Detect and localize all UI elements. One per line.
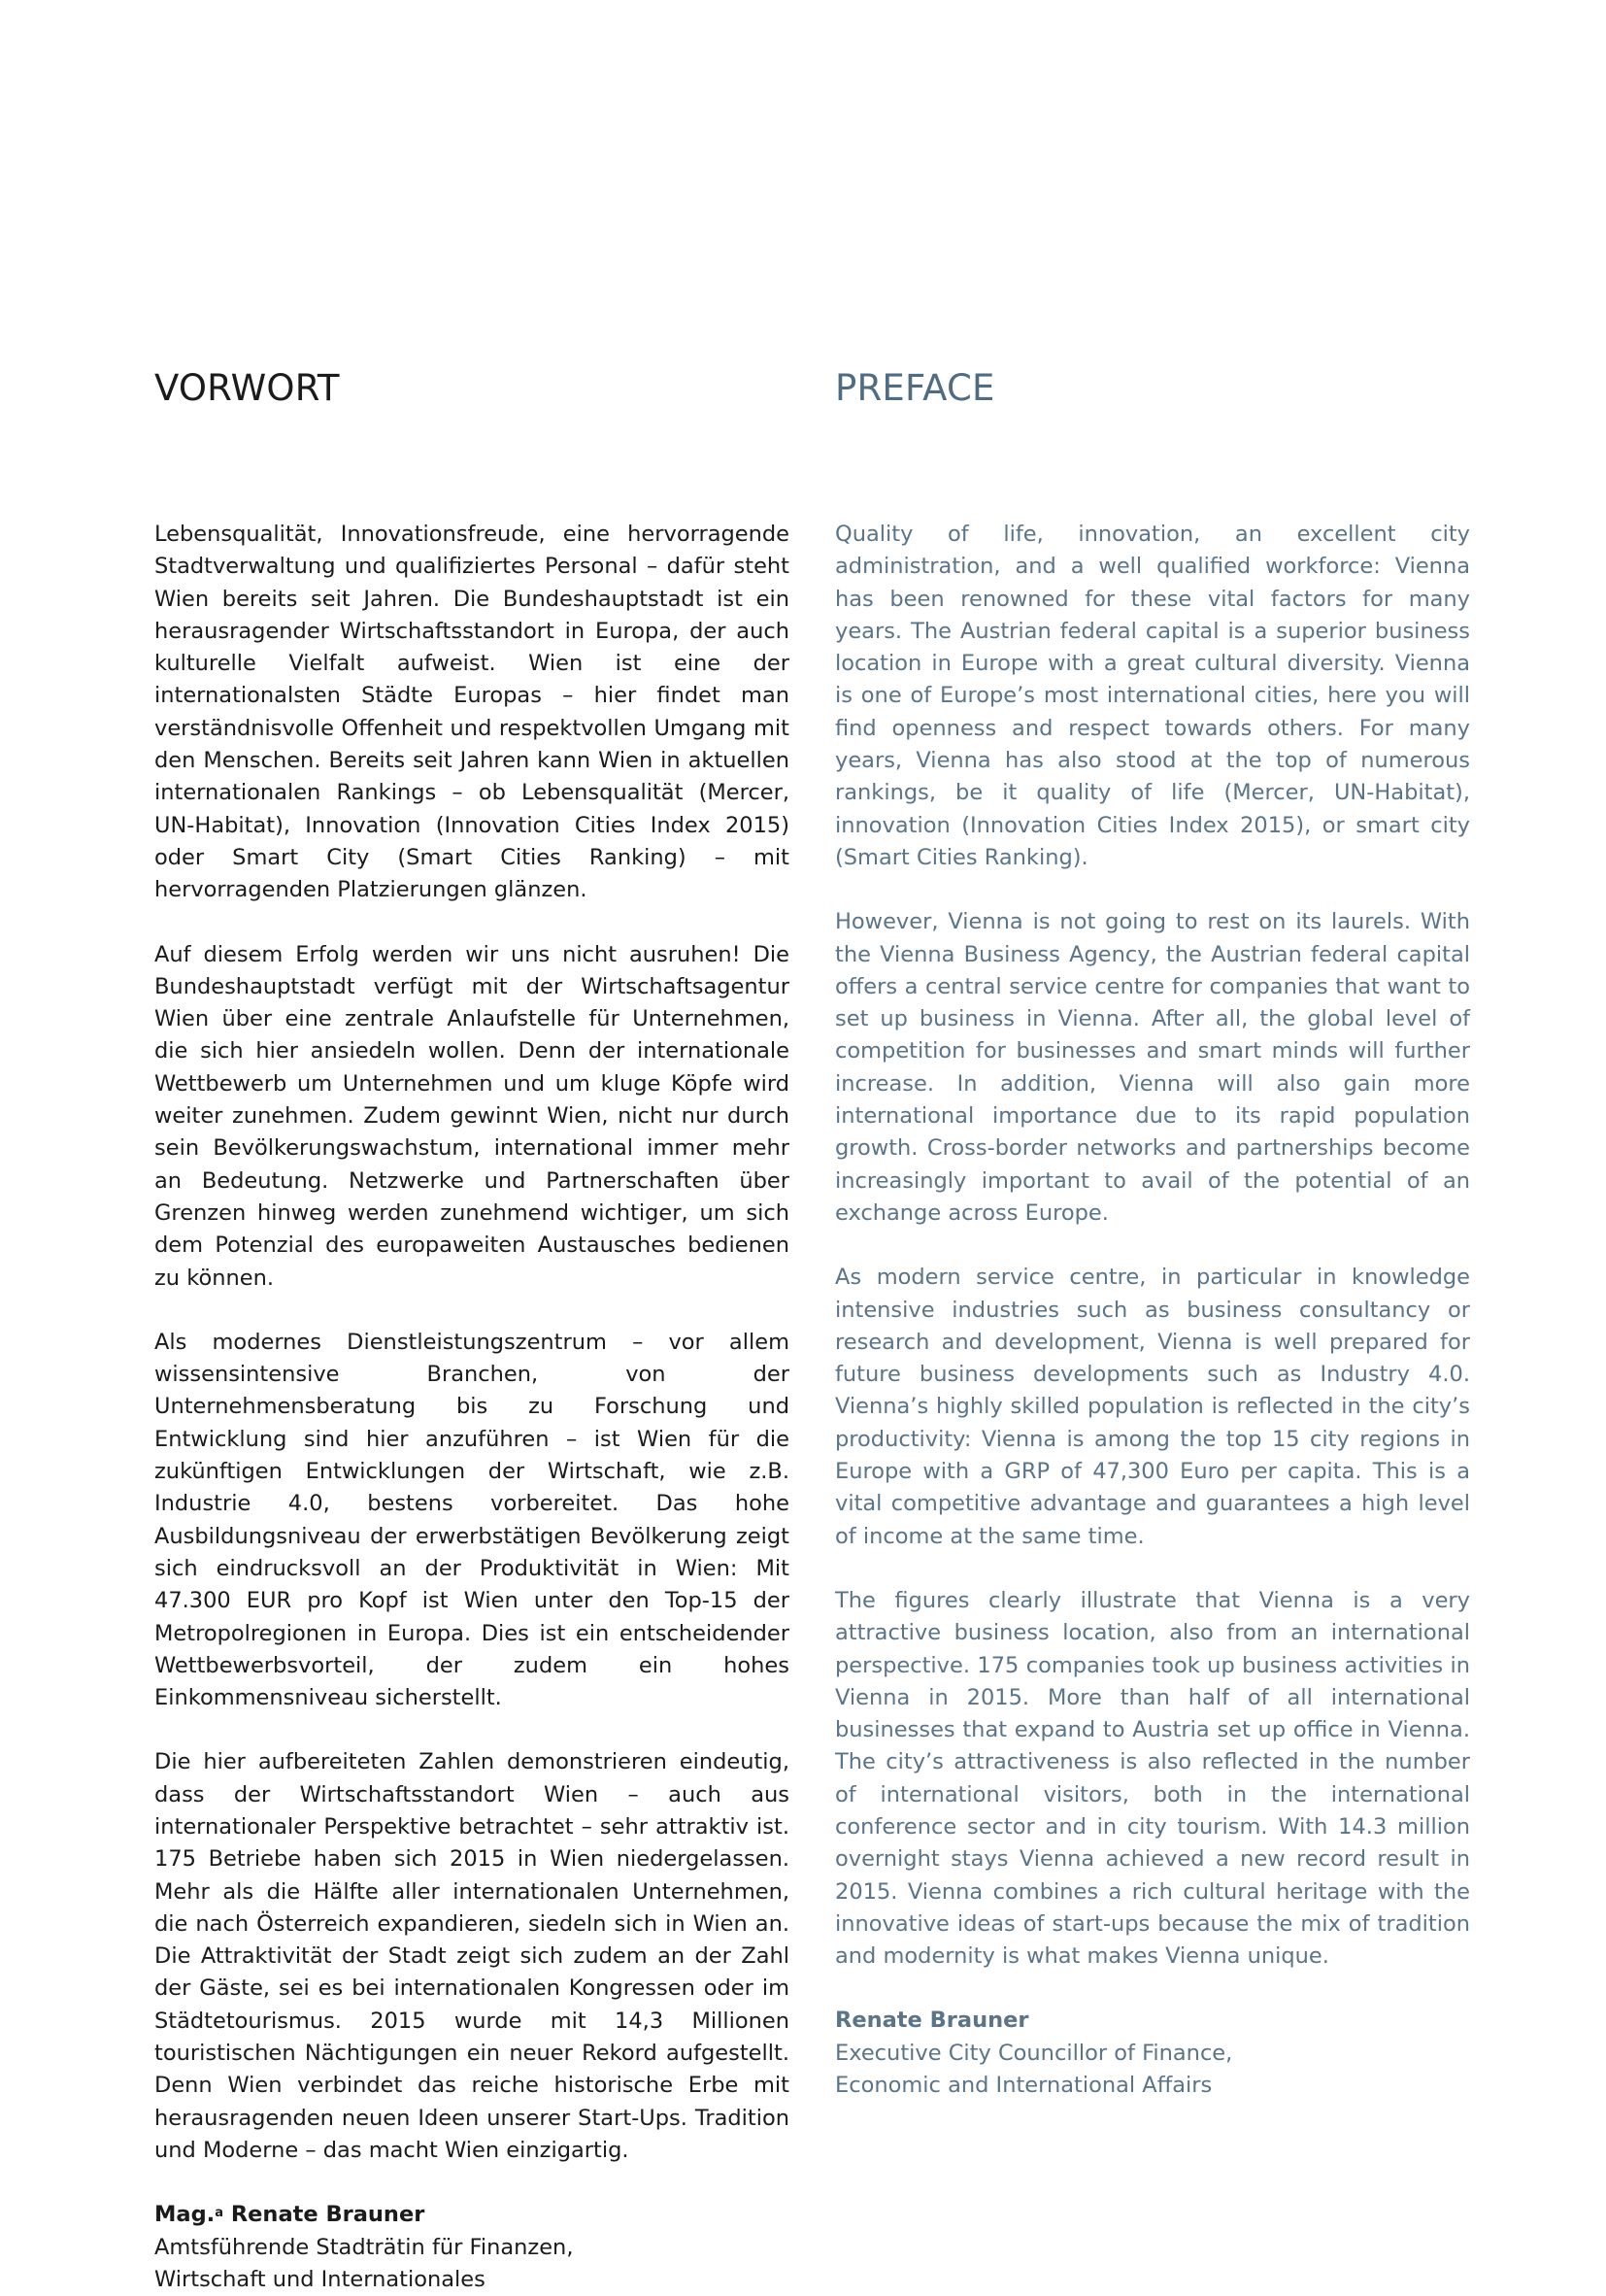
german-body [154, 519, 789, 2296]
english-signature [835, 2005, 1470, 2102]
english-heading: PREFACE [835, 367, 995, 409]
german-signature [154, 2199, 789, 2296]
german-paragraph-1: Lebensqualität, Innovationsfreude, eine hervorragende Stadtverwaltung und qualifiziertes Personal – dafür steht Wien bereits seit Jahren. Die Bundeshauptstadt ist ein herausragender Wirtschaftsstandort in Europa, der auch kulturelle Vielfalt aufweist. Wien ist eine der internationalsten Städte Europas – hier findet man verständnisvolle Offenheit und respektvollen Umgang mit den Menschen. Bereits seit Jahren kann Wien in aktuellen internationalen Rankings – ob Lebensqualität (Mercer, UN-Habitat), Innovation (Innovation Cities Index 2015) oder Smart City (Smart Cities Ranking) – mit hervorragenden Platzierungen glänzen. [154, 522, 789, 903]
english-paragraph-1: Quality of life, innovation, an excellent city administration, and a well qualified workforce: Vienna has been renowned for these vital factors for many years. The Austrian federal capital is a superior business location in Europe with a great cultural diversity. Vienna is one of Europe’s most international cities, here you will find openness and respect towards others. For many years, Vienna has also stood at the top of numerous rankings, be it quality of life (Mercer, UN-Habitat), innovation (Innovation Cities Index 2015), or smart city (Smart Cities Ranking). [835, 522, 1470, 870]
english-body [835, 519, 1470, 2102]
german-paragraph-3: Als modernes Dienstleistungszentrum – vor allem wissensintensive Branchen, von der Unternehmensberatung bis zu Forschung und Entwicklung sind hier anzuführen – ist Wien für die zukünftigen Entwicklungen der Wirtschaft, wie z.B. Industrie 4.0, bestens vorbereitet. Das hohe Ausbildungsniveau der erwerbstätigen Bevölkerung zeigt sich eindrucksvoll an der Produktivität in Wien: Mit 47.300 EUR pro Kopf ist Wien unter den Top-15 der Metropolregionen in Europa. Dies ist ein entscheidender Wettbewerbsvorteil, der zudem ein hohes Einkommensniveau sicherstellt. [154, 1329, 789, 1711]
german-heading: VORWORT [154, 367, 340, 409]
english-paragraph-4: The figures clearly illustrate that Vienna is a very attractive business location, also from an international perspective. 175 companies took up business activities in Vienna in 2015. More than half of all international businesses that expand to Austria set up office in Vienna. The city’s attractiveness is also reflected in the number of international visitors, both in the international conference sector and in city tourism. With 14.3 million overnight stays Vienna achieved a new record result in 2015. Vienna combines a rich cultural heritage with the innovative ideas of start-ups because the mix of tradition and modernity is what makes Vienna unique. [835, 1587, 1470, 1970]
german-column [154, 359, 789, 2296]
german-signature-title-2: Wirtschaft und Internationales [154, 2266, 485, 2292]
english-column [835, 359, 1470, 2102]
german-paragraph-2: Auf diesem Erfolg werden wir uns nicht ausruhen! Die Bundeshauptstadt verfügt mit der Wirtschaftsagentur Wien über eine zentrale Anlaufstelle für Unternehmen, die sich hier ansiedeln wollen. Denn der internationale Wettbewerb um Unternehmen und um kluge Köpfe wird weiter zunehmen. Zudem gewinnt Wien, nicht nur durch sein Bevölkerungswachstum, international immer mehr an Bedeutung. Netzwerke und Partnerschaften über Grenzen hinweg werden zunehmend wichtiger, um sich dem Potenzial des europaweiten Austausches bedienen zu können. [154, 941, 789, 1291]
german-paragraph-4: Die hier aufbereiteten Zahlen demonstrieren eindeutig, dass der Wirtschaftsstandort Wien – auch aus internationaler Perspektive betrachtet – sehr attraktiv ist. 175 Betriebe haben sich 2015 in Wien niedergelassen. Mehr als die Hälfte aller internationalen Unternehmen, die nach Österreich expandieren, siedeln sich in Wien an. Die Attraktivität der Stadt zeigt sich zudem an der Zahl der Gäste, sei es bei internationalen Kongressen oder im Städtetourismus. 2015 wurde mit 14,3 Millionen touristischen Nächtigungen ein neuer Rekord aufgestellt. Denn Wien verbindet das reiche historische Erbe mit herausragenden neuen Ideen unserer Start-Ups. Tradition und Moderne – das macht Wien einzigartig. [154, 1749, 789, 2163]
english-paragraph-3: As modern service centre, in particular in knowledge intensive industries such as business consultancy or research and development, Vienna is well prepared for future business developments such as Industry 4.0. Vienna’s highly skilled population is reflected in the city’s productivity: Vienna is among the top 15 city regions in Europe with a GRP of 47,300 Euro per capita. This is a vital competitive advantage and guarantees a high level of income at the same time. [835, 1265, 1470, 1549]
english-signature-name: Renate Brauner [835, 2008, 1029, 2034]
german-signature-title-1: Amtsführende Stadträtin für Finanzen, [154, 2234, 574, 2260]
german-signature-name: Mag.$^a$ Renate Brauner [154, 2202, 425, 2228]
english-signature-title-2: Economic and International Affairs [835, 2073, 1213, 2099]
english-paragraph-2: However, Vienna is not going to rest on its laurels. With the Vienna Business Agency, the Austrian federal capital offers a central service centre for companies that want to set up business in Vienna. After all, the global level of competition for businesses and smart minds will further increase. In addition, Vienna will also gain more international importance due to its rapid population growth. Cross-border networks and partnerships become increasingly important to avail of the potential of an exchange across Europe. [835, 909, 1470, 1226]
english-signature-title-1: Executive City Councillor of Finance, [835, 2040, 1233, 2066]
